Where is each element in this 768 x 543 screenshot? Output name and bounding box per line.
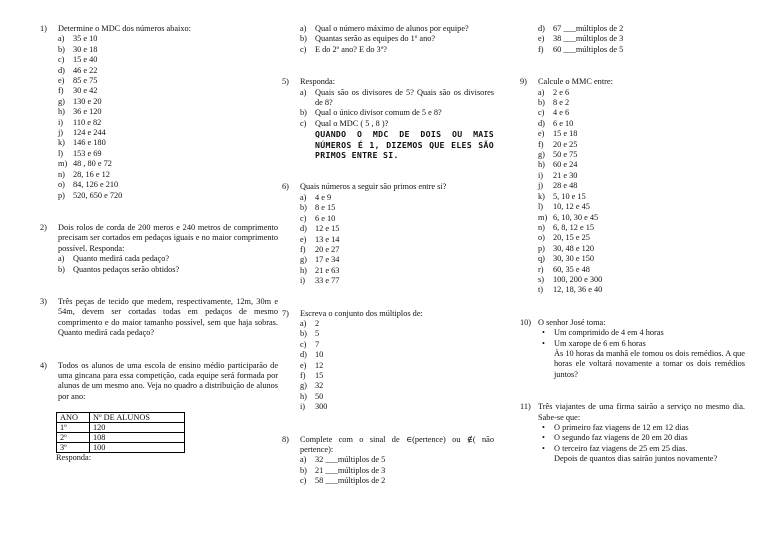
list-item	[538, 181, 745, 191]
list-item	[538, 24, 745, 34]
item-text: 21 e 63	[315, 265, 340, 275]
list-item	[58, 66, 278, 76]
list-item	[300, 361, 494, 371]
list-item	[58, 34, 278, 44]
item-text: 38 ___múltiplos de 3	[553, 34, 624, 44]
column-1	[40, 24, 278, 473]
item-letter: r)	[538, 264, 544, 274]
list-item	[300, 476, 494, 486]
list-item	[300, 350, 494, 360]
respond-label: Responda:	[56, 453, 92, 463]
item-letter: b)	[300, 465, 307, 475]
question-number: 11)	[520, 402, 531, 412]
item-letter: i)	[538, 170, 544, 180]
question-followup: Depois de quantos dias sairão juntos novamente?	[554, 454, 718, 464]
question-number: 2)	[40, 222, 47, 232]
item-letter: m)	[538, 212, 548, 222]
item-list	[300, 319, 494, 413]
list-item	[58, 97, 278, 107]
students-table	[56, 412, 185, 453]
item-text: 20 e 27	[315, 244, 340, 254]
column-2	[282, 24, 494, 496]
bullet-icon: •	[542, 443, 545, 453]
list-item	[538, 160, 745, 170]
item-letter: h)	[538, 160, 545, 170]
question-10	[520, 318, 745, 380]
item-letter: d)	[300, 224, 307, 234]
question-text: O senhor José toma:	[538, 317, 606, 327]
item-list	[300, 24, 494, 55]
question-6	[282, 182, 494, 286]
item-text: Quantos pedaços serão obtidos?	[73, 264, 180, 274]
item-text: 6, 10, 30 e 45	[553, 212, 599, 222]
question-text: Determine o MDC dos números abaixo:	[58, 24, 191, 33]
item-text: 2	[315, 318, 320, 328]
table-cell: 120	[90, 423, 185, 433]
question-text: Complete com o sinal de ∈(pertence) ou ∉( não pertence):	[300, 434, 494, 454]
table-cell: 108	[90, 433, 185, 443]
item-letter: a)	[58, 254, 65, 264]
item-letter: q)	[538, 254, 545, 264]
list-item	[58, 254, 278, 264]
list-item	[300, 319, 494, 329]
bullet-text: O segundo faz viagens de 20 em 20 dias	[554, 433, 688, 443]
item-text: 6, 8, 12 e 15	[553, 222, 595, 232]
item-letter: c)	[300, 339, 307, 349]
item-letter: h)	[300, 391, 307, 401]
item-text: 48 , 80 e 72	[73, 159, 112, 169]
list-item	[538, 34, 745, 44]
list-item	[58, 180, 278, 190]
item-text: 12, 18, 36 e 40	[553, 285, 603, 295]
item-text: Quais são os divisores de 5? Quais são os divisores de 8?	[315, 87, 494, 108]
list-item	[538, 233, 745, 243]
list-item	[300, 108, 494, 118]
list-item	[58, 45, 278, 55]
column-3	[520, 24, 745, 474]
bullet-item	[542, 433, 745, 443]
bold-note: QUANDO O MDC DE DOIS OU MAIS NÚMEROS É 1, DIZEMOS QUE ELES SÃO PRIMOS ENTRE SI.	[315, 129, 494, 161]
item-letter: i)	[300, 402, 306, 412]
item-letter: a)	[300, 455, 307, 465]
item-letter: b)	[300, 329, 307, 339]
item-letter: a)	[58, 34, 65, 44]
item-letter: k)	[58, 138, 65, 148]
list-item	[58, 128, 278, 138]
list-item	[300, 214, 494, 224]
table-cell: 3º	[57, 443, 90, 453]
item-list	[300, 193, 494, 287]
item-text: 30, 30 e 150	[553, 254, 595, 264]
item-text: 6 e 10	[315, 213, 336, 223]
item-letter: c)	[538, 108, 545, 118]
bullet-text: Um comprimido de 4 em 4 horas	[554, 328, 664, 338]
table-header: ANO	[57, 413, 90, 423]
item-letter: a)	[300, 192, 307, 202]
item-text: 5	[315, 329, 320, 339]
list-item	[538, 265, 745, 275]
bullet-item	[542, 328, 745, 338]
item-text: 32	[315, 381, 324, 391]
question-text: Calcule o MMC entre:	[538, 77, 613, 87]
table-row	[57, 423, 185, 433]
list-item	[58, 76, 278, 86]
item-text: E do 2º ano? E do 3º?	[315, 44, 387, 54]
question-text: Escreva o conjunto dos múltiplos de:	[300, 308, 423, 318]
item-letter: d)	[538, 24, 545, 33]
list-item	[538, 213, 745, 223]
table-cell: 100	[90, 443, 185, 453]
question-2	[40, 223, 278, 275]
item-text: Qual o número máximo de alunos por equipe?	[315, 24, 469, 33]
item-list	[58, 254, 278, 275]
item-text: 13 e 14	[315, 234, 340, 244]
list-item	[538, 108, 745, 118]
list-item	[538, 119, 745, 129]
list-item	[300, 455, 494, 465]
item-text: 6 e 10	[553, 118, 574, 128]
item-text: 28, 16 e 12	[73, 169, 110, 179]
bullet-icon: •	[542, 423, 545, 432]
list-item	[300, 276, 494, 286]
item-letter: n)	[58, 169, 65, 179]
item-text: 4 e 6	[553, 108, 570, 118]
item-letter: d)	[58, 65, 65, 75]
item-text: 15 e 40	[73, 55, 98, 65]
table-row	[57, 443, 185, 453]
item-text: 5, 10 e 15	[553, 191, 586, 201]
item-text: 12	[315, 360, 324, 370]
item-letter: b)	[58, 44, 65, 54]
item-letter: a)	[300, 318, 307, 328]
question-3	[40, 297, 278, 339]
question-text: Três viajantes de uma firma sairão a serviço no mesmo dia. Sabe-se que:	[538, 402, 745, 422]
bullet-item	[542, 444, 745, 454]
list-item	[538, 98, 745, 108]
list-item	[300, 255, 494, 265]
list-item	[538, 254, 745, 264]
bullet-text: O primeiro faz viagens de 12 em 12 dias	[554, 423, 689, 432]
item-text: 60, 35 e 48	[553, 264, 590, 274]
item-text: 21 e 30	[553, 170, 578, 180]
item-letter: l)	[538, 202, 544, 212]
list-item	[300, 34, 494, 44]
item-text: 100, 200 e 300	[553, 274, 603, 284]
item-letter: g)	[58, 96, 65, 106]
item-text: 85 e 75	[73, 76, 98, 86]
item-list	[300, 88, 494, 130]
item-letter: l)	[58, 148, 64, 158]
item-text: 8 e 15	[315, 203, 336, 213]
list-item	[58, 55, 278, 65]
item-text: 58 ___múltiplos de 2	[315, 476, 386, 486]
item-text: 15	[315, 370, 324, 380]
item-letter: s)	[538, 274, 544, 284]
list-item	[300, 203, 494, 213]
item-letter: b)	[300, 34, 307, 44]
item-text: 50 e 75	[553, 150, 578, 160]
question-number: 9)	[520, 77, 527, 87]
item-letter: i)	[58, 117, 64, 127]
item-letter: e)	[300, 234, 307, 244]
item-letter: g)	[538, 150, 545, 160]
item-text: 30 e 18	[73, 44, 98, 54]
item-letter: g)	[300, 381, 307, 391]
item-text: 67 ___múltiplos de 2	[553, 24, 624, 33]
item-text: 35 e 10	[73, 34, 98, 44]
item-letter: c)	[300, 213, 307, 223]
item-text: 20, 15 e 25	[553, 233, 590, 243]
item-letter: h)	[300, 265, 307, 275]
item-text: 60 ___múltiplos de 5	[553, 44, 624, 54]
list-item	[58, 118, 278, 128]
item-letter: j)	[538, 181, 544, 191]
item-text: 28 e 48	[553, 181, 578, 191]
bullet-icon: •	[542, 338, 545, 348]
list-item	[300, 392, 494, 402]
question-number: 3)	[40, 296, 47, 306]
list-item	[300, 193, 494, 203]
list-item	[300, 371, 494, 381]
item-letter: a)	[538, 87, 545, 97]
item-text: 60 e 24	[553, 160, 578, 170]
item-letter: d)	[300, 350, 307, 360]
item-text: 10, 12 e 45	[553, 202, 590, 212]
list-item	[300, 235, 494, 245]
item-letter: c)	[300, 44, 307, 54]
item-text: 17 e 34	[315, 255, 340, 265]
item-letter: e)	[300, 360, 307, 370]
item-letter: a)	[300, 24, 307, 33]
item-letter: d)	[538, 118, 545, 128]
item-letter: f)	[300, 244, 306, 254]
item-letter: b)	[300, 108, 307, 118]
list-item	[58, 265, 278, 275]
item-letter: j)	[58, 128, 64, 138]
question-number: 4)	[40, 360, 47, 370]
question-number: 5)	[282, 77, 289, 87]
table-cell: 1º	[57, 423, 90, 433]
question-followup: Às 10 horas da manhã ele tomou os dois remédios. A que horas ele voltará novamente a tomar os dois remédios juntos?	[554, 348, 745, 379]
item-text: 153 e 69	[73, 148, 102, 158]
bullet-text: Um xarope de 6 em 6 horas	[554, 338, 646, 348]
item-letter: f)	[300, 370, 306, 380]
item-list	[58, 34, 278, 201]
question-text: Todos os alunos de uma escola de ensino médio participarão de uma gincana para essa competição, cada equipe será formada por alunos de um mesmo ano. Veja no quadro a distribuição de alunos por ano:	[58, 360, 278, 401]
list-item	[538, 171, 745, 181]
list-item	[300, 88, 494, 109]
item-letter: f)	[538, 44, 544, 54]
item-text: 7	[315, 339, 320, 349]
list-item	[300, 224, 494, 234]
item-letter: i)	[300, 276, 306, 286]
item-text: 30, 48 e 120	[553, 243, 595, 253]
item-text: 146 e 180	[73, 138, 106, 148]
item-text: 2 e 6	[553, 87, 570, 97]
item-text: Qual o único divisor comum de 5 e 8?	[315, 108, 442, 118]
bullet-icon: •	[542, 328, 545, 338]
item-text: 84, 126 e 210	[73, 180, 119, 190]
item-text: 4 e 9	[315, 192, 332, 202]
list-item	[58, 191, 278, 201]
question-4-continued	[282, 24, 494, 55]
item-text: 10	[315, 350, 324, 360]
question-number: 7)	[282, 308, 289, 318]
item-text: 33 e 77	[315, 276, 340, 286]
list-item	[538, 192, 745, 202]
list-item	[300, 119, 494, 129]
list-item	[300, 402, 494, 412]
item-letter: c)	[300, 476, 307, 486]
item-text: 20 e 25	[553, 139, 578, 149]
list-item	[538, 223, 745, 233]
item-letter: t)	[538, 285, 544, 295]
question-11	[520, 402, 745, 464]
item-text: 21 ___múltiplos de 3	[315, 465, 386, 475]
question-number: 1)	[40, 24, 47, 33]
list-item	[300, 24, 494, 34]
table-row	[57, 433, 185, 443]
list-item	[538, 129, 745, 139]
item-letter: h)	[58, 107, 65, 117]
list-item	[58, 170, 278, 180]
list-item	[538, 45, 745, 55]
item-letter: o)	[58, 180, 65, 190]
bullet-text: O terceiro faz viagens de 25 em 25 dias.	[554, 443, 688, 453]
table-header-row	[57, 413, 185, 423]
item-letter: b)	[58, 264, 65, 274]
list-item	[58, 107, 278, 117]
bullet-item	[542, 423, 745, 433]
list-item	[300, 329, 494, 339]
item-text: 36 e 120	[73, 107, 102, 117]
item-text: 8 e 2	[553, 98, 570, 108]
item-list	[300, 455, 494, 486]
item-text: Quantas serão as equipes do 1º ano?	[315, 34, 436, 44]
list-item	[538, 150, 745, 160]
list-item	[538, 275, 745, 285]
list-item	[300, 266, 494, 276]
item-letter: k)	[538, 191, 545, 201]
item-letter: e)	[538, 34, 545, 44]
table-cell: 2º	[57, 433, 90, 443]
list-item	[300, 45, 494, 55]
item-text: 50	[315, 391, 324, 401]
question-5	[282, 77, 494, 160]
bullet-list	[542, 423, 745, 454]
item-letter: c)	[300, 118, 307, 128]
question-number: 10)	[520, 317, 532, 327]
bullet-item	[542, 339, 745, 349]
item-text: 300	[315, 402, 328, 412]
item-text: 46 e 22	[73, 65, 98, 75]
question-text: Responda:	[300, 77, 336, 87]
question-9	[520, 77, 745, 296]
item-letter: c)	[58, 55, 65, 65]
list-item	[300, 340, 494, 350]
item-letter: p)	[58, 190, 65, 200]
item-text: 520, 650 e 720	[73, 190, 123, 200]
item-text: 12 e 15	[315, 224, 340, 234]
list-item	[300, 245, 494, 255]
question-1	[40, 24, 278, 201]
question-text: Três peças de tecido que medem, respectivamente, 12m, 30m e 54m, devem ser cortadas todas em pedaços de mesmo comprimento e do maior tamanho possível, sem que haja sobras. Quanto medirá cada pedaço?	[58, 296, 278, 338]
item-letter: f)	[538, 139, 544, 149]
item-letter: f)	[58, 86, 64, 96]
item-letter: b)	[538, 98, 545, 108]
item-text: 130 e 20	[73, 96, 102, 106]
question-7	[282, 309, 494, 413]
question-text: Quais números a seguir são primos entre si?	[300, 182, 447, 192]
question-text: Dois rolos de corda de 200 meros e 240 metros de comprimento precisam ser cortados em pedaços iguais e no maior comprimento possível. Responda:	[58, 222, 278, 253]
item-letter: b)	[300, 203, 307, 213]
item-text: 110 e 82	[73, 117, 102, 127]
question-8-continued	[520, 24, 745, 55]
list-item	[538, 140, 745, 150]
item-letter: e)	[58, 76, 65, 86]
question-8	[282, 435, 494, 487]
table-header: Nº DE ALUNOS	[90, 413, 185, 423]
item-letter: a)	[300, 87, 307, 97]
item-letter: m)	[58, 159, 68, 169]
item-letter: n)	[538, 222, 545, 232]
list-item	[58, 86, 278, 96]
list-item	[538, 244, 745, 254]
item-text: 32 ___múltiplos de 5	[315, 455, 386, 465]
list-item	[538, 285, 745, 295]
list-item	[300, 466, 494, 476]
item-text: 30 e 42	[73, 86, 98, 96]
item-letter: p)	[538, 243, 545, 253]
bullet-list	[542, 328, 745, 349]
list-item	[538, 202, 745, 212]
list-item	[58, 159, 278, 169]
list-item	[300, 381, 494, 391]
question-number: 6)	[282, 182, 289, 192]
question-4	[40, 361, 278, 464]
item-letter: e)	[538, 129, 545, 139]
item-letter: o)	[538, 233, 545, 243]
question-number: 8)	[282, 434, 289, 444]
bullet-icon: •	[542, 433, 545, 443]
item-list	[538, 88, 745, 296]
item-list	[538, 24, 745, 55]
item-text: Qual o MDC ( 5 , 8 )?	[315, 118, 389, 128]
item-text: 15 e 18	[553, 129, 578, 139]
item-text: 124 e 244	[73, 128, 106, 138]
item-letter: g)	[300, 255, 307, 265]
list-item	[58, 138, 278, 148]
list-item	[538, 88, 745, 98]
list-item	[58, 149, 278, 159]
item-text: Quanto medirá cada pedaço?	[73, 254, 170, 264]
